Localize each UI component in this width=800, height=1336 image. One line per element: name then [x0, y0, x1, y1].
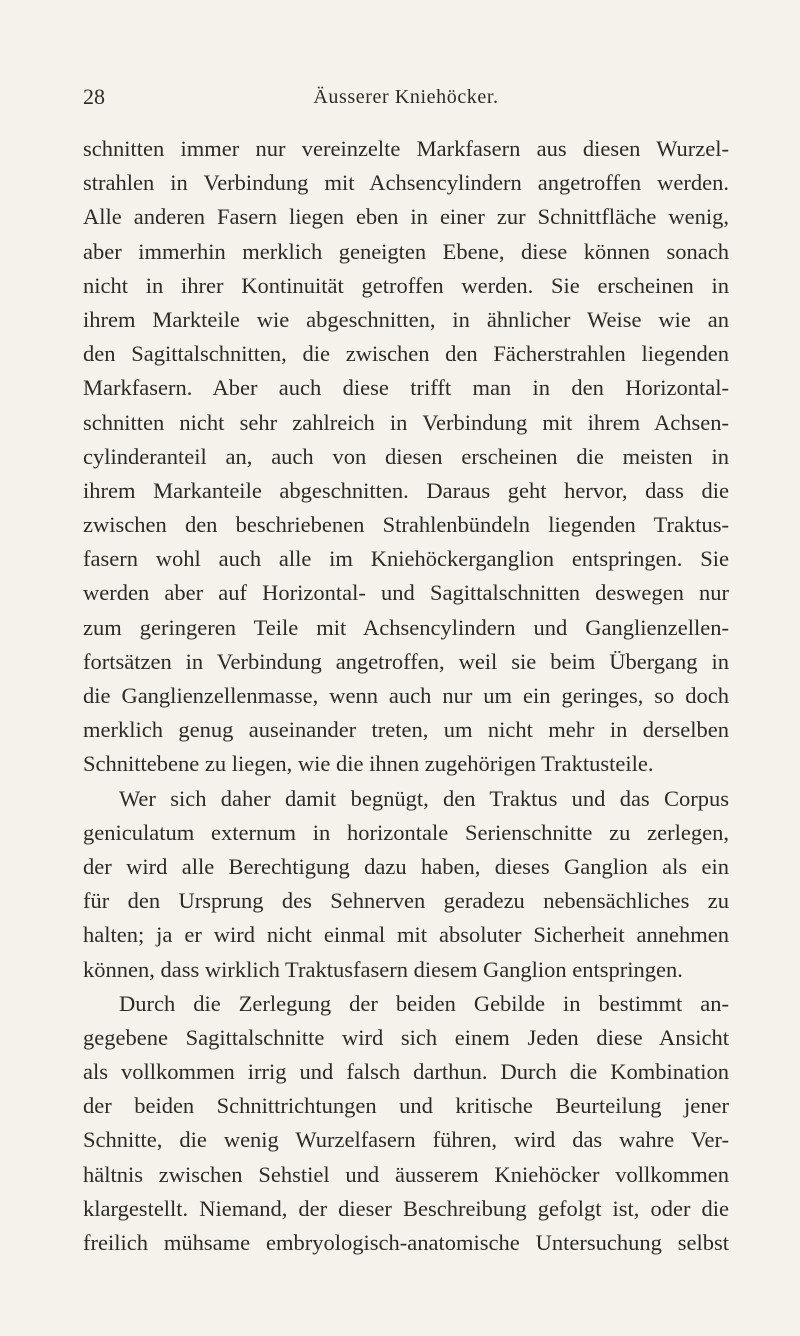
text-line: strahlen in Verbindung mit Achsencylindern angetroffen werden. — [83, 170, 729, 196]
text-line: freilich mühsame embryologisch-anatomische Untersuchung selbst — [83, 1230, 729, 1255]
text-line: nicht in ihrer Kontinuität getroffen werden. Sie erscheinen in — [83, 272, 729, 298]
text-line: die Ganglienzellenmasse, wenn auch nur um ein geringes, so doch — [83, 683, 729, 708]
text-line: ihrem Markteile wie abgeschnitten, in ähnlicher Weise wie an — [83, 306, 729, 332]
text-line: halten; ja er wird nicht einmal mit absoluter Sicherheit annehmen — [83, 922, 729, 948]
text-line: können, dass wirklich Traktusfasern diesem Ganglion entspringen. — [83, 956, 683, 982]
text-line: klargestellt. Niemand, der dieser Beschreibung gefolgt ist, oder die — [83, 1195, 729, 1221]
text-line: Wer sich daher damit begnügt, den Traktus und das Corpus — [119, 785, 729, 811]
text-line: hältnis zwischen Sehstiel und äusserem Kniehöcker vollkommen — [83, 1161, 729, 1187]
text-line: den Sagittalschnitten, die zwischen den Fächerstrahlen liegenden — [83, 341, 729, 367]
text-line: Schnittebene zu liegen, wie die ihnen zugehörigen Traktusteile. — [83, 751, 654, 777]
text-line: merklich genug auseinander treten, um nicht mehr in derselben — [83, 717, 729, 743]
page-number: 28 — [83, 84, 105, 109]
text-line: gegebene Sagittalschnitte wird sich einem Jeden diese Ansicht — [83, 1024, 729, 1050]
text-line: Alle anderen Fasern liegen eben in einer zur Schnittfläche wenig, — [83, 204, 729, 230]
text-line: der wird alle Berechtigung dazu haben, dieses Ganglion als ein — [83, 853, 729, 879]
text-line: cylinderanteil an, auch von diesen erscheinen die meisten in — [83, 443, 729, 469]
text-line: fasern wohl auch alle im Kniehöckerganglion entspringen. Sie — [83, 546, 729, 572]
text-line: Markfasern. Aber auch diese trifft man in den Horizontal- — [83, 375, 729, 401]
text-line: Durch die Zerlegung der beiden Gebilde in bestimmt an- — [119, 990, 729, 1016]
page-header — [83, 82, 729, 112]
text-line: fortsätzen in Verbindung angetroffen, weil sie beim Übergang in — [83, 648, 729, 674]
text-line: geniculatum externum in horizontale Serienschnitte zu zerlegen, — [83, 819, 729, 845]
text-line: zum geringeren Teile mit Achsencylindern und Ganglienzellen- — [83, 614, 729, 640]
text-line: als vollkommen irrig und falsch darthun. Durch die Kombination — [83, 1059, 729, 1085]
text-line: ihrem Markanteile abgeschnitten. Daraus geht hervor, dass die — [83, 477, 729, 503]
text-line: schnitten immer nur vereinzelte Markfasern aus diesen Wurzel- — [83, 136, 729, 161]
text-line: aber immerhin merklich geneigten Ebene, diese können sonach — [83, 238, 729, 264]
text-line: werden aber auf Horizontal- und Sagittalschnitten deswegen nur — [83, 580, 729, 606]
body-text — [83, 132, 729, 1260]
text-line: der beiden Schnittrichtungen und kritische Beurteilung jener — [83, 1093, 729, 1119]
text-line: zwischen den beschriebenen Strahlenbündeln liegenden Traktus- — [83, 512, 729, 538]
text-line: schnitten nicht sehr zahlreich in Verbindung mit ihrem Achsen- — [83, 409, 729, 435]
text-line: Schnitte, die wenig Wurzelfasern führen, wird das wahre Ver- — [83, 1127, 729, 1153]
text-line: für den Ursprung des Sehnerven geradezu nebensächliches zu — [83, 888, 729, 914]
running-head: Äusserer Kniehöcker. — [313, 86, 499, 108]
